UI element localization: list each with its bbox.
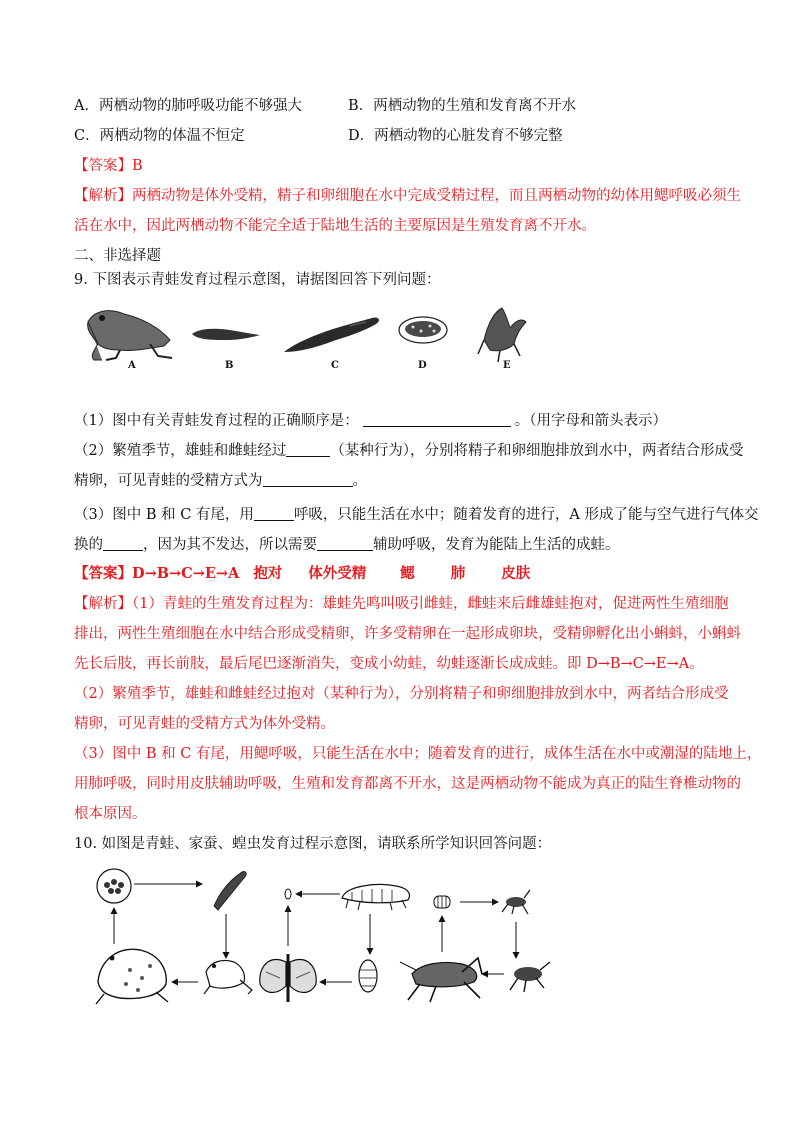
- q9-answer: [74, 564, 530, 584]
- answer-skin: 皮肤: [501, 565, 531, 582]
- q9-part-2-line-1: [74, 440, 743, 461]
- locust-cycle: [400, 890, 550, 1002]
- q9-part-2-line-2: [74, 470, 367, 491]
- froglet-icon: [478, 308, 526, 362]
- q9-analysis-line-3: 先长后肢，再长前肢，最后尾巴逐渐消失，变成小幼蛙，幼蛙逐渐长成成蛙。即 D→B→C→E→A。: [74, 656, 704, 672]
- frog-cycle: [96, 869, 252, 1004]
- q9-analysis-line-7: 用肺呼吸，同时用皮肤辅助呼吸，生殖和发育都离不开水，这是两栖动物不能成为真正的陆生脊椎动物的: [74, 776, 741, 792]
- q8-answer: [74, 156, 143, 176]
- figure-label-b: B: [225, 360, 234, 371]
- q9-p2-text-2: （某种行为），分别将精子和卵细胞排放到水中，两者结合形成受: [330, 443, 744, 459]
- young-frog-icon: [204, 960, 252, 994]
- q9-p1-suffix: 。（用字母和箭头表示）: [514, 413, 667, 429]
- figure-label-c: C: [331, 360, 339, 371]
- option-a: A．两栖动物的肺呼吸功能不够强大: [74, 98, 302, 114]
- life-cycle-figure: [90, 862, 560, 1012]
- figure-label-d: D: [418, 360, 427, 371]
- answer-blank[interactable]: [103, 534, 143, 551]
- q8-analysis-line-1: [74, 186, 741, 206]
- q9-analysis-line-4: （2）繁殖季节，雄蛙和雌蛙经过抱对（某种行为），分别将精子和卵细胞排放到水中，两者结合形成受: [74, 686, 729, 702]
- q9-p2-text-3: 精卵，可见青蛙的受精方式为: [74, 473, 263, 489]
- figure-label-a: A: [128, 360, 136, 371]
- tadpole-icon: [214, 871, 246, 910]
- adult-frog-icon: [88, 311, 172, 360]
- q8-analysis-line-2: 活在水中，因此两栖动物不能完全适于陆地生活的主要原因是生殖发育离不开水。: [74, 218, 596, 234]
- q9-p2-text: （2）繁殖季节，雄蛙和雌蛙经过: [74, 443, 287, 459]
- silkworm-larva-icon: [342, 885, 410, 911]
- tadpole-b-icon: [192, 329, 260, 340]
- analysis-tag: 【解析】: [74, 596, 132, 612]
- egg-mass-icon: [399, 317, 447, 343]
- q10-stem: 10. 如图是青蛙、家蚕、蝗虫发育过程示意图，请联系所学知识回答问题：: [74, 836, 552, 852]
- answer-fertilization: 体外受精: [308, 565, 367, 582]
- q9-analysis-line-8: 根本原因。: [74, 806, 147, 822]
- frog-development-figure: [80, 300, 540, 375]
- silkworm-pupa-icon: [359, 960, 377, 992]
- frog-eggs-icon: [97, 869, 131, 903]
- answer-blank[interactable]: [286, 440, 330, 457]
- q9-analysis-line-1: [74, 594, 728, 614]
- answer-blank[interactable]: [363, 410, 511, 427]
- answer-lung: 肺: [450, 565, 466, 582]
- answer-value: B: [132, 158, 143, 174]
- locust-egg-icon: [434, 896, 450, 908]
- q9-analysis-line-2: 排出，两性生殖细胞在水中结合形成受精卵，许多受精卵在一起形成卵块，受精卵孵化出小蝌蚪，小蝌蚪: [74, 626, 741, 642]
- option-d: D．两栖动物的心脏发育不够完整: [348, 128, 563, 144]
- silkworm-cycle: [260, 885, 410, 1003]
- adult-frog-icon: [96, 949, 168, 1004]
- answer-behavior: 抱对: [253, 565, 283, 582]
- analysis-text: （1）青蛙的生殖发育过程为：雄蛙先鸣叫吸引雌蛙，雌蛙来后雌雄蛙抱对，促进两性生殖细胞: [132, 596, 729, 612]
- silkworm-moth-icon: [260, 954, 316, 1002]
- figure-label-e: E: [503, 360, 511, 371]
- q9-p3-text-3: 换的: [74, 537, 103, 553]
- answer-gill: 鳃: [400, 565, 415, 582]
- q9-analysis-line-5: 精卵，可见青蛙的受精方式为体外受精。: [74, 716, 335, 732]
- answer-blank[interactable]: [317, 534, 373, 551]
- q9-p3-text-5: 辅助呼吸，发育为能陆上生活的成蛙。: [373, 537, 620, 553]
- answer-sequence: D→B→C→E→A: [132, 565, 240, 582]
- q9-p3-text-4: ，因为其不发达，所以需要: [143, 537, 317, 553]
- q9-part-3-line-2: [74, 534, 620, 555]
- section-heading: 二、非选择题: [74, 248, 161, 264]
- analysis-tag: 【解析】: [74, 188, 132, 204]
- answer-blank[interactable]: [263, 470, 353, 487]
- answer-tag: 【答案】: [74, 565, 132, 582]
- q9-p3-text-2: 呼吸，只能生活在水中；随着发育的进行，A 形成了能与空气进行气体交: [293, 507, 759, 523]
- answer-tag: 【答案】: [74, 158, 132, 174]
- young-nymph-icon: [502, 890, 530, 914]
- q9-stem: 9. 下图表示青蛙发育过程示意图，请据图回答下列问题：: [74, 272, 441, 288]
- option-b: B．两栖动物的生殖和发育离不开水: [348, 98, 577, 114]
- older-nymph-icon: [510, 962, 550, 992]
- q9-part-3-line-1: [74, 504, 759, 525]
- answer-blank[interactable]: [254, 504, 294, 521]
- q9-p3-text: （3）图中 B 和 C 有尾，用: [74, 507, 254, 523]
- q9-p1-text: （1）图中有关青蛙发育过程的正确顺序是：: [74, 413, 359, 429]
- q9-part-1: [74, 410, 667, 431]
- adult-locust-icon: [400, 958, 482, 1002]
- analysis-text: 两栖动物是体外受精，精子和卵细胞在水中完成受精过程，而且两栖动物的幼体用鳃呼吸必须生: [132, 188, 741, 204]
- q9-analysis-line-6: （3）图中 B 和 C 有尾，用鳃呼吸，只能生活在水中；随着发育的进行，成体生活在水中或潮湿的陆地上，: [74, 746, 762, 762]
- silkworm-egg-icon: [285, 889, 291, 899]
- option-c: C．两栖动物的体温不恒定: [74, 128, 245, 144]
- q9-p2-text-4: 。: [352, 473, 367, 489]
